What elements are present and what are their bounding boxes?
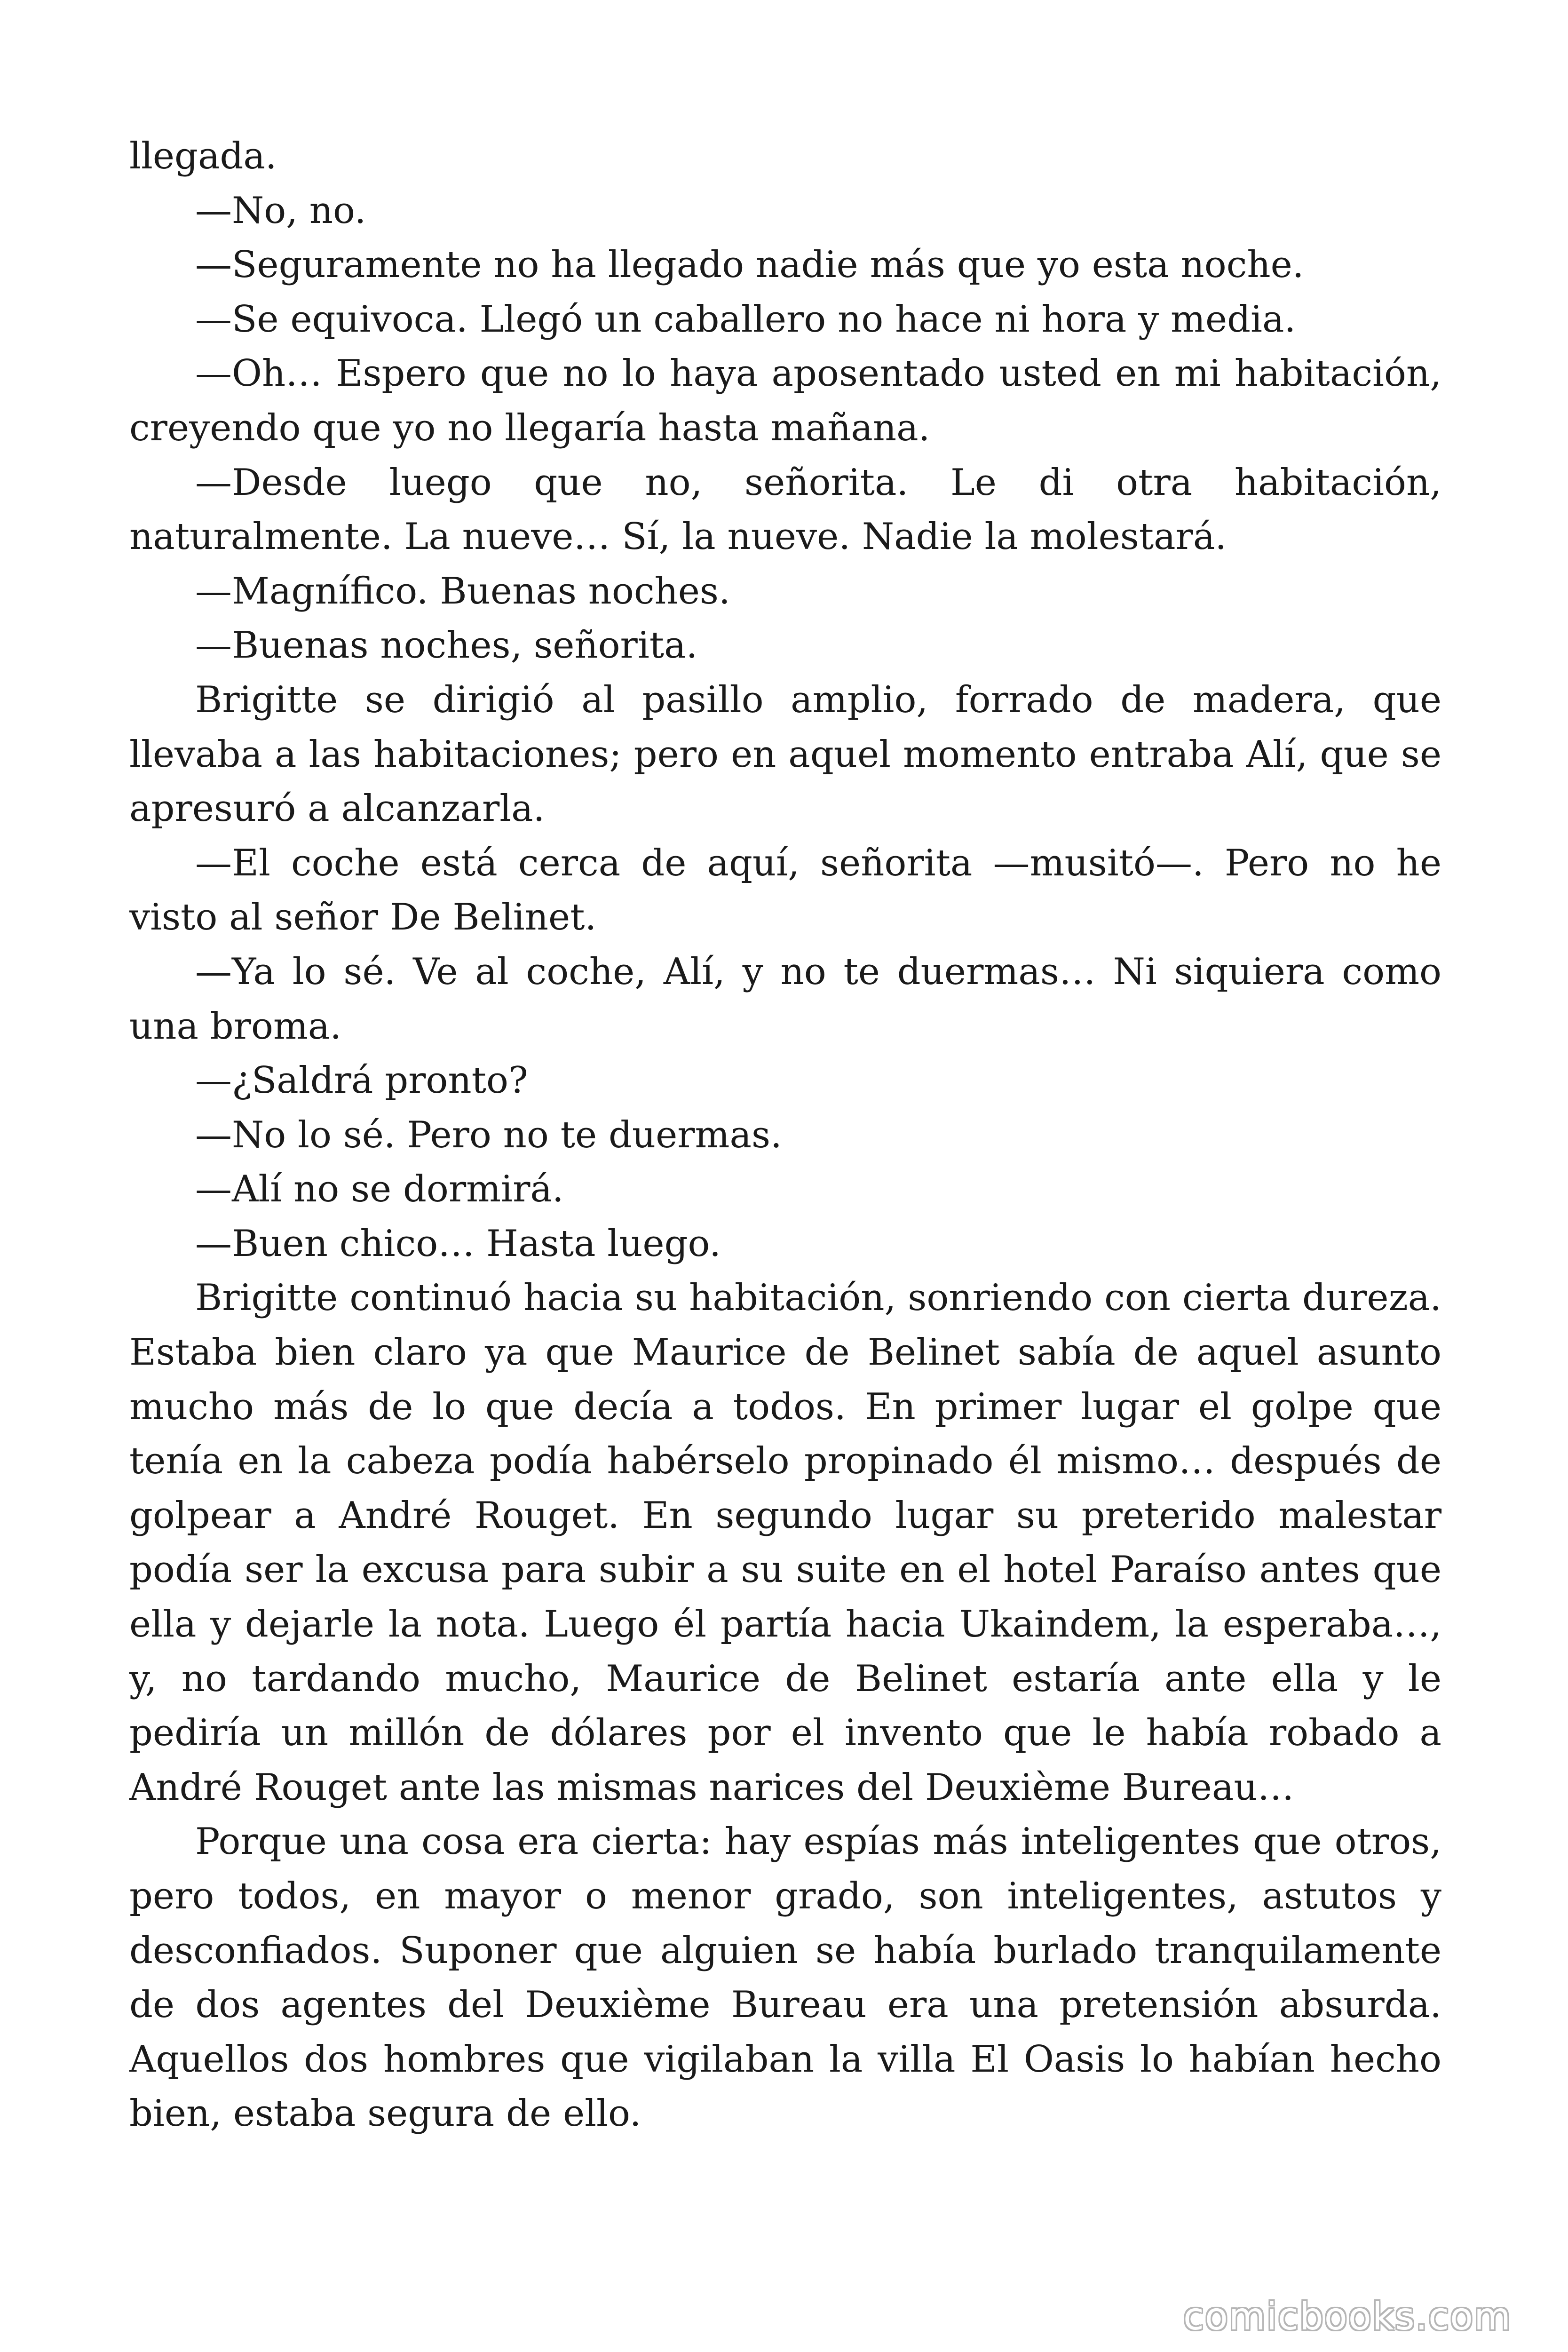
paragraph-14: —Alí no se dormirá.	[195, 1168, 564, 1211]
paragraph-6: —Desde luego que no, señorita. Le di otra habitación, naturalmente. La nueve… Sí, la nueve. Nadie la molestará.	[129, 461, 1441, 558]
paragraph-4: —Se equivoca. Llegó un caballero no hace ni hora y media.	[195, 298, 1296, 341]
book-page-text	[129, 129, 1441, 2141]
paragraph-16: Brigitte continuó hacia su habitación, sonriendo con cierta dureza. Estaba bien claro ya que Maurice de Belinet sabía de aquel asunto mucho más de lo que decía a todos. En primer lugar el golpe que tenía en la cabeza podía habérselo propinado él mismo… después de golpear a André Rouget. En segundo lugar su preterido malestar podía ser la excusa para subir a su suite en el hotel Paraíso antes que ella y dejarle la nota. Luego él partía hacia Ukaindem, la esperaba…, y, no tardando mucho, Maurice de Belinet estaría ante ella y le pediría un millón de dólares por el invento que le había robado a André Rouget ante las mismas narices del Deuxième Bureau…	[129, 1277, 1441, 1809]
paragraph-11: —Ya lo sé. Ve al coche, Alí, y no te duermas… Ni siquiera como una broma.	[129, 950, 1441, 1048]
paragraph-13: —No lo sé. Pero no te duermas.	[195, 1113, 782, 1156]
paragraph-5: —Oh… Espero que no lo haya aposentado usted en mi habitación, creyendo que yo no llegaría hasta mañana.	[129, 352, 1441, 449]
site-watermark: comicbooks.com	[1183, 2295, 1512, 2338]
paragraph-10: —El coche está cerca de aquí, señorita —musitó—. Pero no he visto al señor De Belinet.	[129, 842, 1441, 939]
paragraph-17: Porque una cosa era cierta: hay espías más inteligentes que otros, pero todos, en mayor o menor grado, son inteligentes, astutos y desconfiados. Suponer que alguien se había burlado tranquilamente de dos agentes del Deuxième Bureau era una pretensión absurda. Aquellos dos hombres que vigilaban la villa El Oasis lo habían hecho bien, estaba segura de ello.	[129, 1820, 1441, 2135]
paragraph-2: —No, no.	[195, 189, 366, 232]
paragraph-9: Brigitte se dirigió al pasillo amplio, forrado de madera, que llevaba a las habitaciones; pero en aquel momento entraba Alí, que se apresuró a alcanzarla.	[129, 678, 1441, 830]
paragraph-3: —Seguramente no ha llegado nadie más que yo esta noche.	[195, 244, 1304, 286]
paragraph-1: llegada.	[129, 135, 277, 177]
paragraph-15: —Buen chico… Hasta luego.	[195, 1222, 721, 1265]
paragraph-7: —Magnífico. Buenas noches.	[195, 570, 730, 612]
paragraph-12: —¿Saldrá pronto?	[195, 1059, 528, 1102]
paragraph-8: —Buenas noches, señorita.	[195, 624, 698, 667]
